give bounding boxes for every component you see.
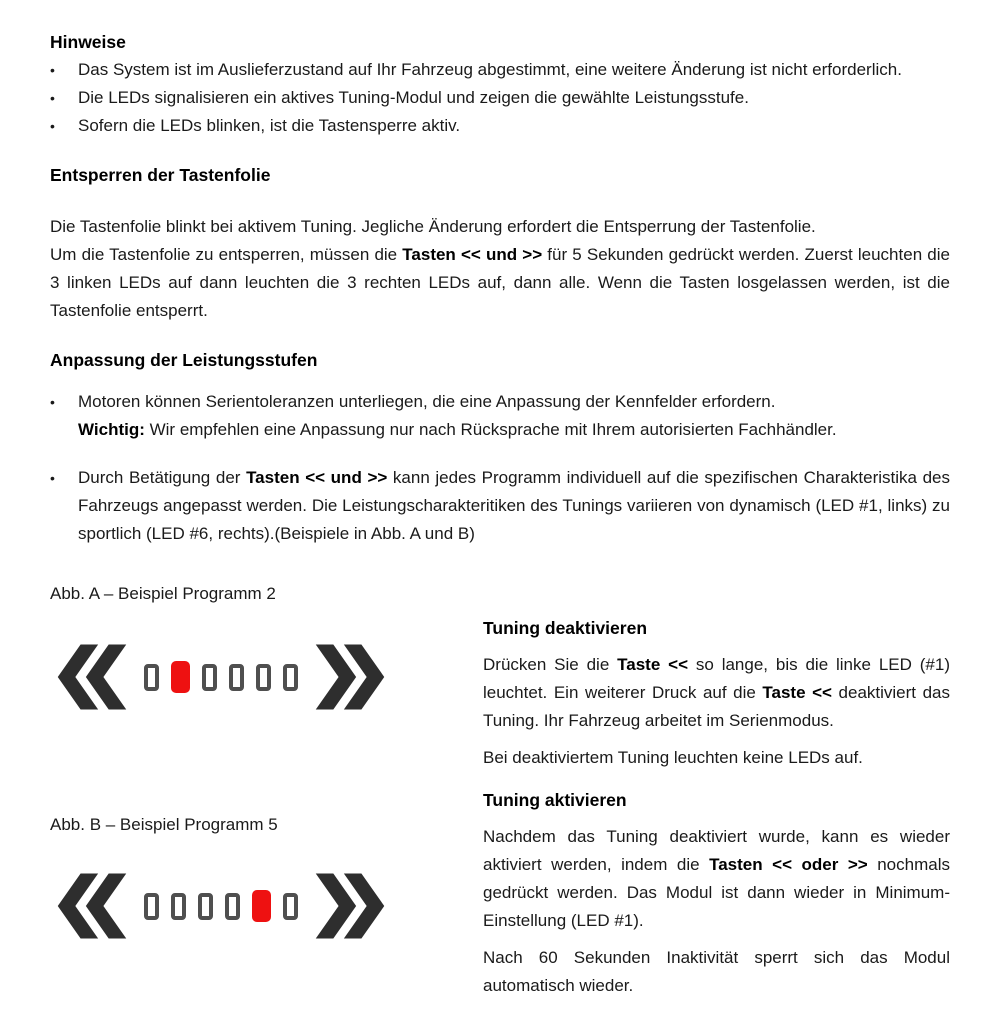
aktivieren-paragraph: Nachdem das Tuning deaktiviert wurde, kann es wieder aktiviert werden, indem die Tasten << oder >> nochmals gedrückt werden. Das Modul ist dann wieder in Minimum-Einstellung (LED #1). (483, 827, 950, 930)
led-inactive (283, 893, 298, 920)
figure-a (56, 642, 483, 712)
bullet-icon: • (50, 118, 55, 134)
figures-column (50, 572, 483, 1009)
led-inactive (171, 893, 186, 920)
figures-and-instructions (50, 572, 950, 1009)
double-chevron-left-icon (56, 642, 128, 712)
double-chevron-left-icon (56, 871, 128, 941)
bullet-icon: • (50, 62, 55, 78)
figure-b (56, 871, 483, 941)
heading-tuning-aktivieren: Tuning aktivieren (483, 790, 627, 810)
bullet-text: Sofern die LEDs blinken, ist die Tastensperre aktiv. (78, 116, 461, 135)
bullet-text: Durch Betätigung der Tasten << und >> kann jedes Programm individuell auf die spezifischen Charakteristika des Fahrzeugs angepasst werden. Die Leistungscharakteritiken des Tunings variieren von dynamisch (LED #1, links) zu sportlich (LED #6, rechts).(Beispiele in Abb. A und B) (78, 468, 950, 543)
bullet-text: Motoren können Serientoleranzen unterliegen, die eine Anpassung der Kennfelder erfordern. Wichtig: Wir empfehlen eine Anpassung nur nach Rücksprache mit Ihrem autorisierten Fachhändler. (78, 392, 837, 439)
entsperren-paragraph: Die Tastenfolie blinkt bei aktivem Tuning. Jegliche Änderung erfordert die Entsperrung der Tastenfolie. Um die Tastenfolie zu entsperren, müssen die Tasten << und >> für 5 Sekunden gedrückt werden. Zuerst leuchten die 3 linken LEDs auf dann leuchten die 3 rechten LEDs auf, dann alle. Wenn die Tasten losgelassen werden, ist die Tastenfolie entsperrt. (50, 217, 950, 320)
deaktivieren-note: Bei deaktiviertem Tuning leuchten keine LEDs auf. (483, 748, 863, 767)
led-inactive (198, 893, 213, 920)
anpassung-bullet-list (50, 388, 950, 548)
list-item (50, 56, 950, 84)
list-item (50, 464, 950, 548)
heading-entsperren: Entsperren der Tastenfolie (50, 165, 271, 185)
hinweise-bullet-list (50, 56, 950, 140)
double-chevron-right-icon (314, 642, 386, 712)
aktivieren-note: Nach 60 Sekunden Inaktivität sperrt sich das Modul automatisch wieder. (483, 948, 950, 995)
bullet-icon: • (50, 394, 55, 410)
section-anpassung (50, 346, 950, 548)
instructions-column (483, 572, 950, 1009)
led-inactive (229, 664, 244, 691)
led-strip (144, 661, 298, 693)
list-item (50, 112, 950, 140)
heading-anpassung: Anpassung der Leistungsstufen (50, 350, 318, 370)
led-strip (144, 890, 298, 922)
led-inactive (283, 664, 298, 691)
double-chevron-right-icon (314, 871, 386, 941)
led-inactive (144, 664, 159, 691)
list-item (50, 84, 950, 112)
deaktivieren-paragraph: Drücken Sie die Taste << so lange, bis die linke LED (#1) leuchtet. Ein weiterer Druck auf die Taste << deaktiviert das Tuning. Ihr Fahrzeug arbeitet im Serienmodus. (483, 655, 950, 730)
led-active (252, 890, 271, 922)
figure-a-label: Abb. A – Beispiel Programm 2 (50, 584, 276, 603)
bullet-icon: • (50, 470, 55, 486)
led-inactive (256, 664, 271, 691)
figure-b-label: Abb. B – Beispiel Programm 5 (50, 815, 278, 834)
list-item (50, 388, 950, 444)
led-inactive (144, 893, 159, 920)
section-entsperren (50, 161, 950, 325)
heading-hinweise: Hinweise (50, 32, 126, 52)
bullet-text: Das System ist im Auslieferzustand auf Ihr Fahrzeug abgestimmt, eine weitere Änderung ist nicht erforderlich. (78, 60, 902, 79)
section-hinweise (50, 28, 950, 140)
led-active (171, 661, 190, 693)
heading-tuning-deaktivieren: Tuning deaktivieren (483, 618, 648, 638)
led-inactive (202, 664, 217, 691)
bullet-text: Die LEDs signalisieren ein aktives Tuning-Modul und zeigen die gewählte Leistungsstufe. (78, 88, 749, 107)
bullet-icon: • (50, 90, 55, 106)
led-inactive (225, 893, 240, 920)
